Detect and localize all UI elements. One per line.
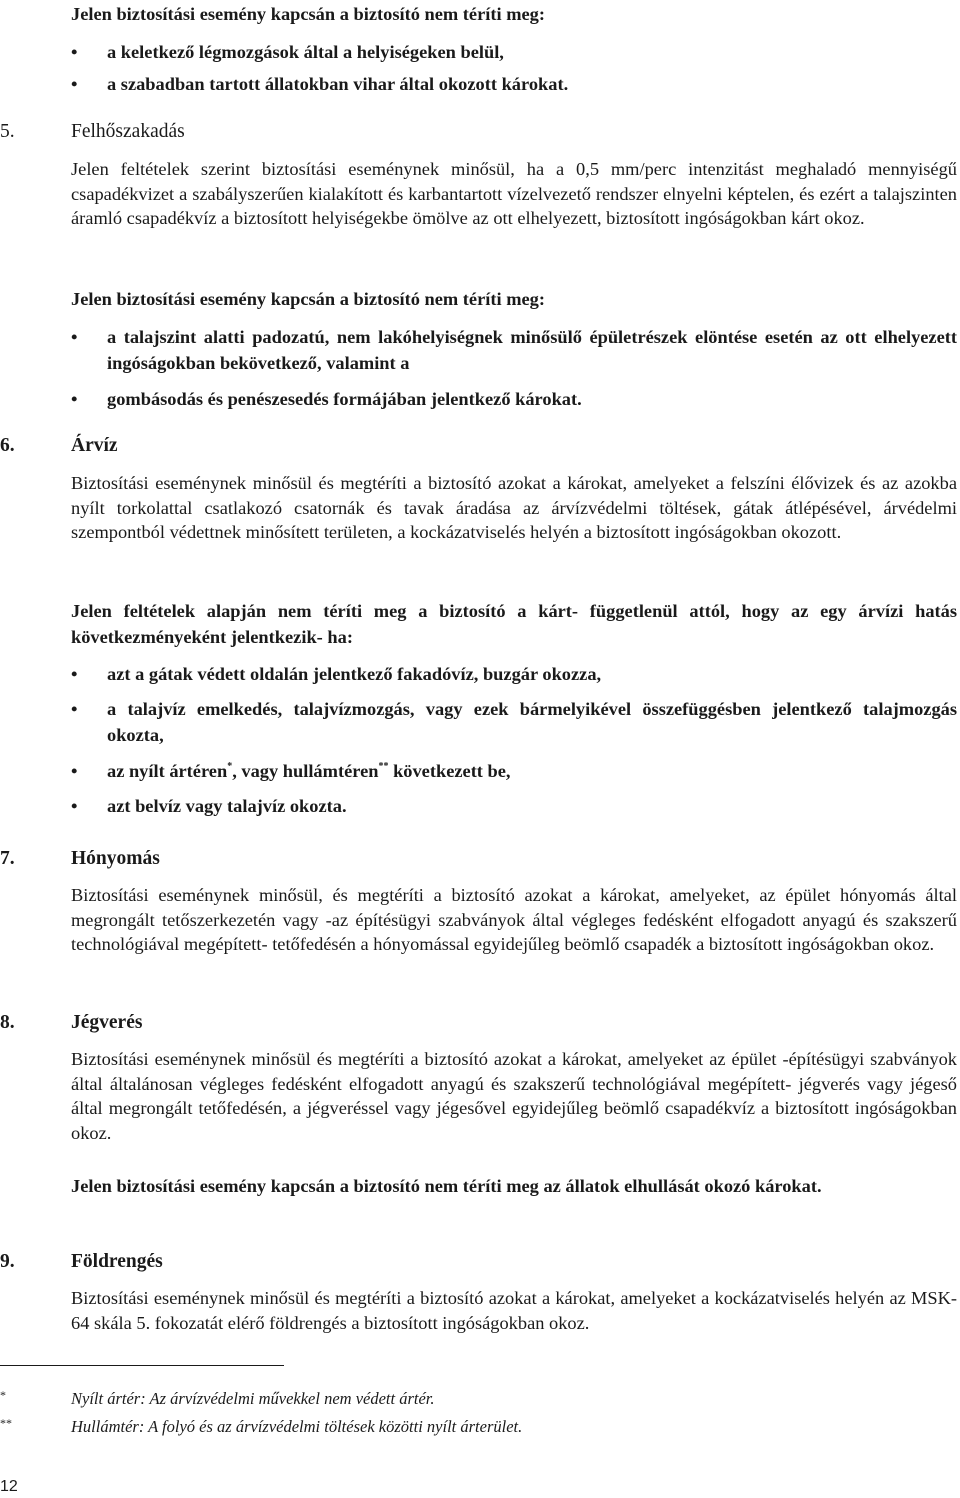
- footnote-text: Hullámtér: A folyó és az árvízvédelmi töltések közötti nyílt árterület.: [71, 1417, 523, 1436]
- section-paragraph: Biztosítási eseménynek minősül és megtéríti a biztosító azokat a károkat, amelyeket az épület -építésügyi szabványok által általánosan végleges fedésként elfogadott anyagú és szakszerű technológiával megépített- jégverés vagy jégeső által megrongált tetőfedésén, a jégveréssel vagy jégesővel egyidejűleg beömlő csapadékvíz a biztosított ingóságokban okoz.: [71, 1049, 957, 1143]
- page-number: 12: [0, 1478, 18, 1495]
- list-item-text: a keletkező légmozgások által a helyiségeken belül,: [107, 42, 504, 62]
- footnote-mark: *: [0, 1388, 6, 1402]
- section-number: 6.: [0, 435, 15, 456]
- list-item: azt belvíz vagy talajvíz okozta.: [107, 796, 347, 816]
- section-number: 5.: [0, 121, 15, 142]
- exclusion-heading: Jelen biztosítási esemény kapcsán a biztosító nem téríti meg:: [71, 289, 545, 309]
- section-title: Felhőszakadás: [71, 121, 185, 142]
- section-title: Földrengés: [71, 1251, 163, 1272]
- footnote-divider: [0, 1365, 284, 1366]
- section-number: 8.: [0, 1012, 15, 1033]
- list-item-text: , vagy hullámtéren: [232, 761, 379, 781]
- bullet-icon: •: [71, 796, 78, 816]
- exclusion-heading: Jelen feltételek alapján nem téríti meg a biztosító a kárt- függetlenül attól, hogy az egy árvízi hatás következményeként jelentkezik- ha:: [71, 601, 957, 647]
- footnote-mark: **: [0, 1416, 12, 1430]
- section-number: 9.: [0, 1251, 15, 1272]
- section-paragraph: Biztosítási eseménynek minősül és megtéríti a biztosító azokat a károkat, amelyeket a kockázatviselés helyén az MSK-64 skála 5. fokozatát elérő földrengés a biztosított ingóságokban okoz.: [71, 1288, 957, 1333]
- intro-heading: Jelen biztosítási esemény kapcsán a biztosító nem téríti meg:: [71, 4, 545, 24]
- list-item: a talajszint alatti padozatú, nem lakóhelyiségnek minősülő épületrészek elöntése esetén az ott elhelyezett ingóságokban bekövetkező, valamint a: [107, 327, 957, 373]
- bullet-icon: •: [71, 761, 78, 781]
- bullet-icon: •: [71, 389, 78, 409]
- section-paragraph: Biztosítási eseménynek minősül és megtéríti a biztosító azokat a károkat, amelyeket a felszíni élővizek és az azokba nyílt torkolattal csatlakozó csatornák és tavak áradása az árvízvédelmi töltések, gátak átlépésével, árvédelmi szempontból védettnek minősített területen, a kockázatviselés helyén a biztosított ingóságokban okozott.: [71, 473, 957, 542]
- bullet-icon: •: [71, 664, 78, 684]
- footnote-ref: **: [378, 761, 389, 772]
- footnote-text: Nyílt ártér: Az árvízvédelmi művekkel nem védett ártér.: [71, 1389, 435, 1408]
- bullet-icon: •: [71, 699, 78, 719]
- footnote-ref: *: [227, 761, 233, 772]
- list-item: [107, 759, 957, 785]
- exclusion-heading: Jelen biztosítási esemény kapcsán a biztosító nem téríti meg az állatok elhullását okozó károkat.: [71, 1176, 822, 1196]
- bullet-icon: •: [71, 74, 78, 94]
- section-number: 7.: [0, 848, 15, 869]
- section-title: Jégverés: [71, 1012, 143, 1033]
- list-item: gombásodás és penészesedés formájában jelentkező károkat.: [107, 389, 582, 409]
- list-item-text: következett be,: [388, 761, 511, 781]
- list-item-text: az nyílt ártéren: [107, 761, 228, 781]
- section-title: Árvíz: [71, 435, 118, 456]
- list-item: azt a gátak védett oldalán jelentkező fakadóvíz, buzgár okozza,: [107, 664, 602, 684]
- list-item-text: a szabadban tartott állatokban vihar által okozott károkat.: [107, 74, 569, 94]
- bullet-icon: •: [71, 327, 78, 347]
- list-item: a talajvíz emelkedés, talajvízmozgás, vagy ezek bármelyikével összefüggésben jelentkező talajmozgás okozta,: [107, 699, 957, 745]
- section-paragraph: Jelen feltételek szerint biztosítási eseménynek minősül, ha a 0,5 mm/perc intenzitást meghaladó mennyiségű csapadékvizet a szabályszerűen kialakított és karbantartott vízelvezető rendszer elnyelni képtelen, és ezért a talajszinten áramló csapadékvíz a biztosított helyiségekbe ömölve az ott elhelyezett, biztosított ingóságokban kárt okoz.: [71, 159, 957, 228]
- section-paragraph: Biztosítási eseménynek minősül, és megtéríti a biztosító azokat a károkat, amelyeket, az épület hónyomás által megrongált tetőszerkezetén vagy -az építésügyi szabványok által végleges fedésként elfogadott anyagú és szakszerű technológiával megépített- tetőfedésén a hónyomással egyidejűleg beömlő csapadék a biztosított ingóságokban okoz.: [71, 885, 957, 954]
- section-title: Hónyomás: [71, 848, 160, 869]
- bullet-icon: •: [71, 42, 78, 62]
